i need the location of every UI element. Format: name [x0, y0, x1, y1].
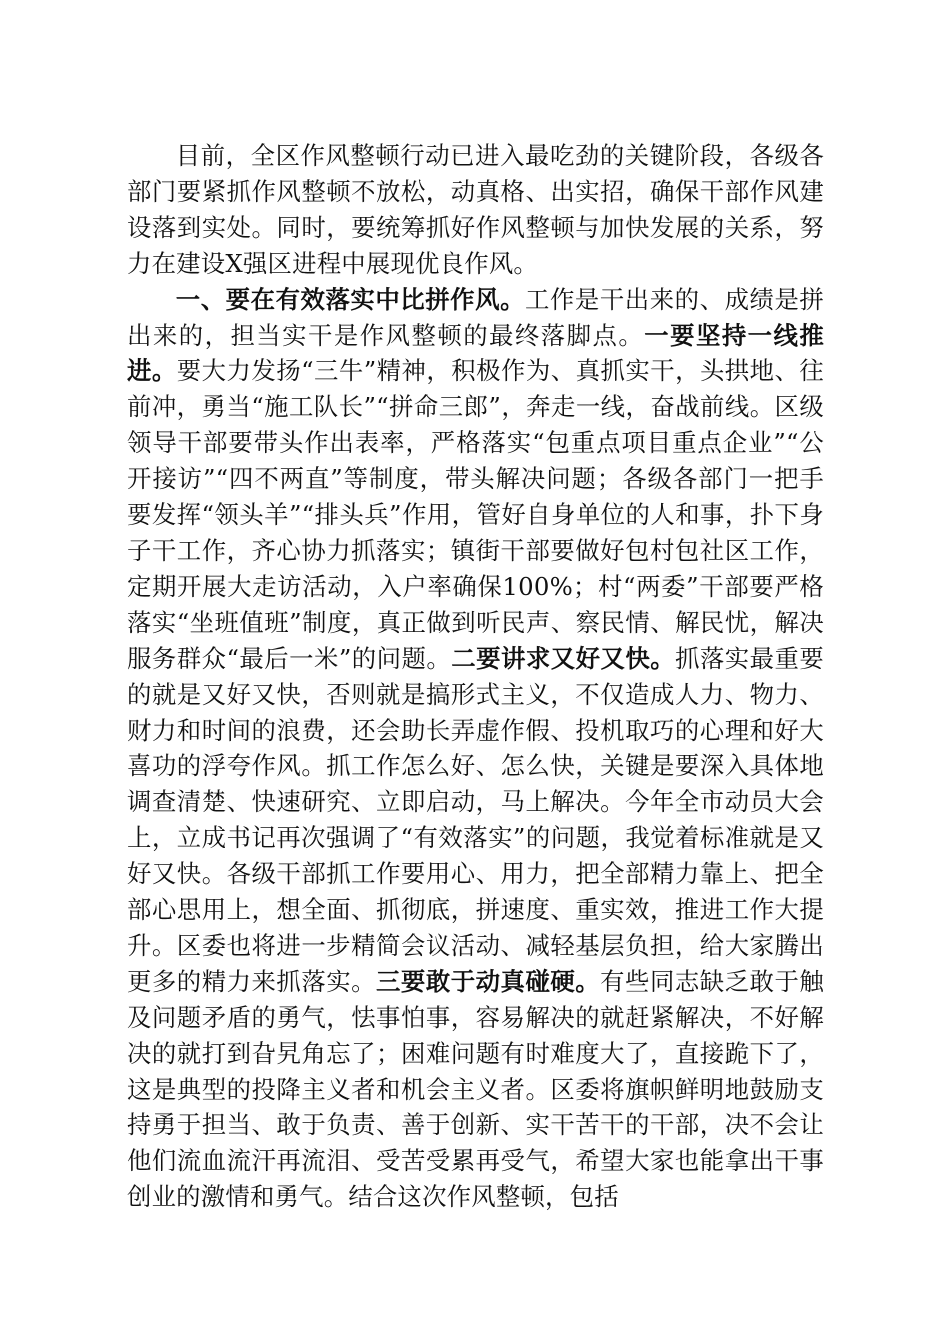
point-1-text: 要大力发扬“三牛”精神，积极作为、真抓实干，头拱地、往前冲，勇当“施工队长”“拼命三郎”，奔走一线，奋战前线。区级领导干部要带头作出表率，严格落实“包重点项目重点企业”“公开接访”“四不两直”等制度，带头解决问题；各级各部门一把手要发挥“领头羊”“排头兵”作用，管好自身单位的人和事，扑下身子干工作，齐心协力抓落实；镇街干部要做好包村包社区工作，定期开展大走访活动，入户率确保100%；村“两委”干部要严格落实“坐班值班”制度，真正做到听民声、察民情、解民忧，解决服务群众“最后一米”的问题。	[127, 356, 824, 673]
paragraph-section-1	[127, 282, 824, 1216]
point-3-text: 有些同志缺乏敢于触及问题矛盾的勇气，怯事怕事，容易解决的就赶紧解决，不好解决的就打到旮旯角忘了；困难问题有时难度大了，直接跪下了，这是典型的投降主义者和机会主义者。区委将旗帜鲜明地鼓励支持勇于担当、敢于负责、善于创新、实干苦干的干部，决不会让他们流血流汗再流泪、受苦受累再受气，希望大家也能拿出干事创业的激情和勇气。结合这次作风整顿，包括	[127, 966, 824, 1212]
point-1-title: 一要坚持一线推进。	[127, 320, 824, 386]
document-body	[127, 138, 824, 1215]
section-intro-text: 工作是干出来的、成绩是拼出来的，担当实干是作风整顿的最终落脚点。	[127, 284, 824, 350]
paragraph-intro	[127, 138, 824, 282]
point-2-title: 二要讲求又好又快。	[451, 643, 676, 673]
paragraph-intro-text: 目前，全区作风整顿行动已进入最吃劲的关键阶段，各级各部门要紧抓作风整顿不放松，动真格、出实招，确保干部作风建设落到实处。同时，要统筹抓好作风整顿与加快发展的关系，努力在建设X强区进程中展现优良作风。	[127, 141, 824, 278]
section-heading: 一、要在有效落实中比拼作风。	[175, 284, 526, 314]
point-3-title: 三要敢于动真碰硬。	[376, 966, 601, 996]
point-2-text: 抓落实最重要的就是又好又快，否则就是搞形式主义，不仅造成人力、物力、财力和时间的浪费，还会助长弄虚作假、投机取巧的心理和好大喜功的浮夸作风。抓工作怎么好、怎么快，关键是要深入具体地调查清楚、快速研究、立即启动，马上解决。今年全市动员大会上，立成书记再次强调了“有效落实”的问题，我觉着标准就是又好又快。各级干部抓工作要用心、用力，把全部精力靠上、把全部心思用上，想全面、抓彻底，拼速度、重实效，推进工作大提升。区委也将进一步精简会议活动、减轻基层负担，给大家腾出更多的精力来抓落实。	[127, 643, 824, 996]
